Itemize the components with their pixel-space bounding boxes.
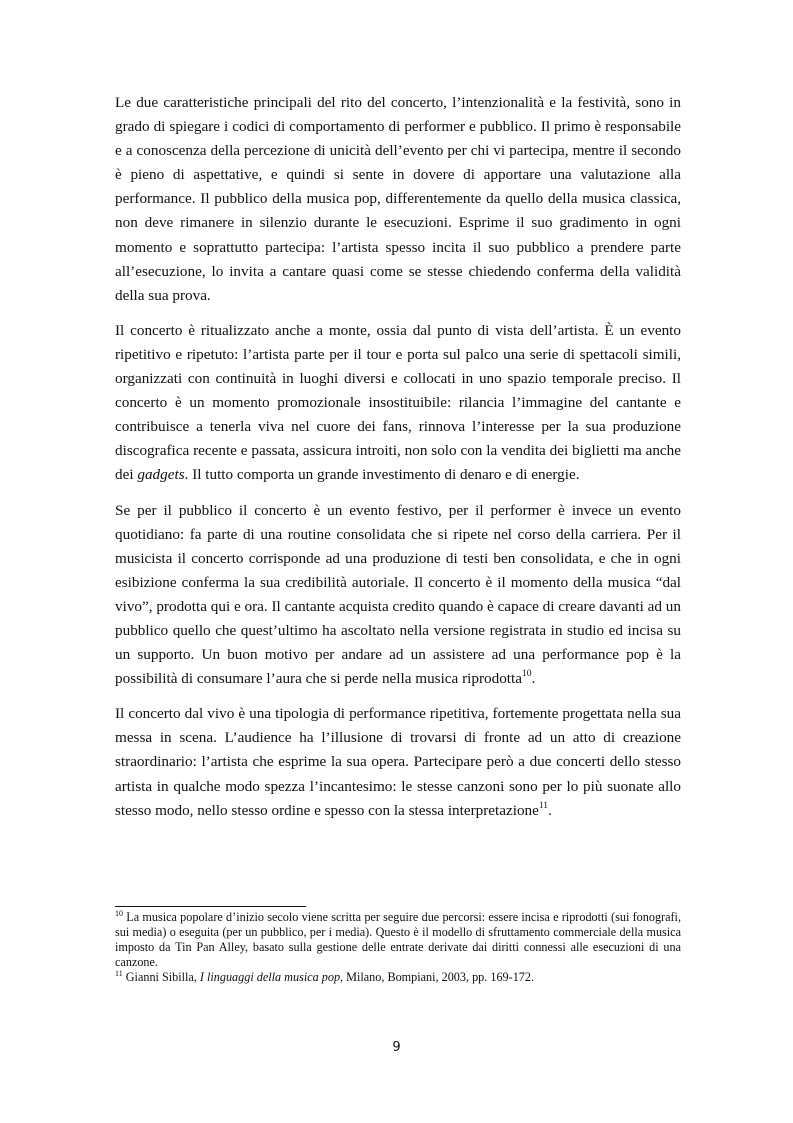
- footnote: [115, 970, 681, 985]
- body-paragraph: [115, 91, 681, 308]
- footnote-reference: 10: [521, 669, 532, 680]
- body-paragraph: [115, 319, 681, 488]
- italic-text: I linguaggi della musica pop: [199, 970, 341, 984]
- text-run: . Il tutto comporta un grande investimento di denaro e di energie.: [184, 466, 580, 484]
- text-run: Le due caratteristiche principali del rito del concerto, l’intenzionalità e la festività, sono in grado di spiegare i codici di comportamento di performer e pubblico. Il primo è responsabile e a conoscenza della percezione di unicità dell’evento per chi vi partecipa, mentre il secondo è pieno di aspettative, e quindi si sente in dovere di apportare una valutazione alla performance. Il pubblico della musica pop, differentemente da quello della musica classica, non deve rimanere in silenzio durante le esecuzioni. Esprime il suo gradimento in ogni momento e soprattutto partecipa: l’artista spesso incita il suo pubblico a prendere parte all’esecuzione, lo invita a cantare quasi come se stesse chiedendo conferma della validità della sua prova.: [115, 94, 681, 304]
- text-run: La musica popolare d’inizio secolo viene scritta per seguire due percorsi: essere incisa e riprodotti (sui fonografi, sui media) o eseguita (per un pubblico, per i media). Questo è il modello di sfruttamento commerciale della musica imposto da Tin Pan Alley, basato sulla gestione delle entrate derivate dai diritti connessi alle esecuzioni di una canzone.: [115, 910, 681, 969]
- body-paragraph: [115, 499, 681, 692]
- text-run: Il concerto è ritualizzato anche a monte, ossia dal punto di vista dell’artista. È un evento ripetitivo e ripetuto: l’artista parte per il tour e porta sul palco una serie di spettacoli simili, organizzati con continuità in luoghi diversi e collocati in uno spazio temporale preciso. Il concerto è un momento promozionale insostituibile: rilancia l’immagine del cantante e contribuisce a tenerla viva nel cuore dei fans, rinnova l’interesse per la sua produzione discografica recente e passata, assicura introiti, non solo con la vendita dei biglietti ma anche dei: [115, 321, 681, 484]
- body-paragraph: [115, 702, 681, 822]
- text-run: .: [548, 801, 552, 819]
- footnote: [115, 910, 681, 970]
- footnote-number: 11: [115, 968, 123, 978]
- body-text: [115, 91, 681, 834]
- page-number: 9: [392, 1040, 401, 1055]
- text-run: .: [531, 670, 536, 688]
- footnotes: [115, 910, 681, 985]
- text-run: Se per il pubblico il concerto è un evento festivo, per il performer è invece un evento quotidiano: fa parte di una routine consolidata che si ripete nel corso della carriera. Per il musicista il concerto corrisponde ad una produzione di testi ben consolidata, e che in ogni esibizione conferma la sua credibilità autoriale. Il concerto è il momento della musica “dal vivo”, prodotta qui e ora. Il cantante acquista credito quando è capace di creare davanti ad un pubblico quello che quest’ultimo ha ascoltato nella versione registrata in studio ed incisa su un supporto. Un buon motivo per andare ad un assistere ad una performance pop è la possibilità di consumare l’aura che si perde nella musica riprodotta: [115, 501, 681, 688]
- text-run: Il concerto dal vivo è una tipologia di performance ripetitiva, fortemente progettata nella sua messa in scena. L’audience ha l’illusione di trovarsi di fronte ad un atto di creazione straordinario: l’artista che esprime la sua opera. Partecipare però a due concerti dello stesso artista in qualche modo spezza l’incantesimo: le stesse canzoni sono per lo più suonate allo stesso modo, nello stesso ordine e spesso con la stessa interpretazione: [115, 705, 681, 819]
- footnote-reference: 11: [538, 800, 549, 811]
- text-run: Gianni Sibilla,: [122, 970, 200, 984]
- footnote-separator: [115, 906, 306, 907]
- footnote-number: 10: [115, 908, 123, 918]
- text-run: , Milano, Bompiani, 2003, pp. 169-172.: [340, 970, 535, 984]
- italic-text: gadgets: [137, 466, 185, 484]
